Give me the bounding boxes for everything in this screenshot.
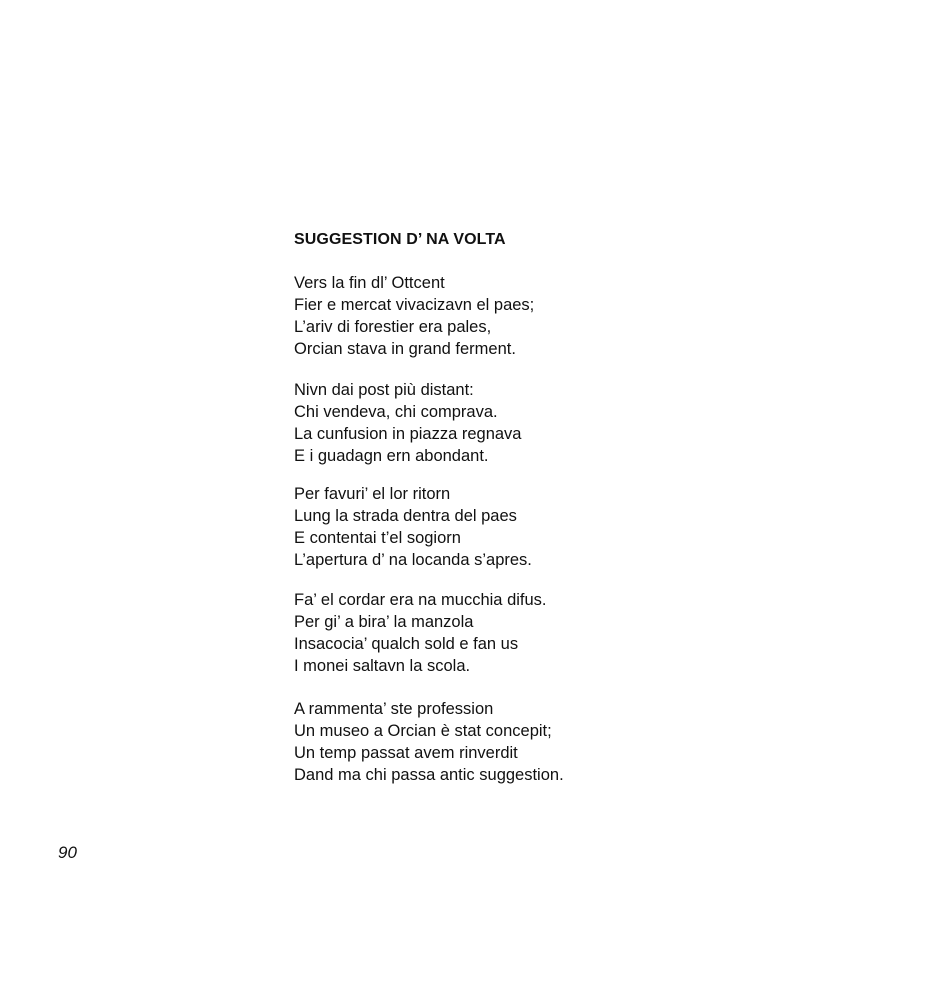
verse-line: E i guadagn ern abondant. — [294, 447, 489, 465]
verse-line: Un temp passat avem rinverdit — [294, 744, 518, 762]
stanza-3 — [294, 483, 532, 571]
stanza-4 — [294, 589, 547, 677]
page-number: 90 — [58, 843, 77, 862]
verse-line: Fier e mercat vivacizavn el paes; — [294, 296, 535, 314]
verse-line: I monei saltavn la scola. — [294, 657, 471, 675]
verse-line: A rammenta’ ste profession — [294, 700, 494, 718]
verse-line: La cunfusion in piazza regnava — [294, 425, 522, 443]
poem-title: SUGGESTION D’ NA VOLTA — [294, 231, 506, 248]
verse-line: E contentai t’el sogiorn — [294, 529, 461, 547]
verse-line: Lung la strada dentra del paes — [294, 507, 517, 525]
verse-line: Dand ma chi passa antic suggestion. — [294, 766, 564, 784]
verse-line: Per gi’ a bira’ la manzola — [294, 613, 474, 631]
verse-line: Un museo a Orcian è stat concepit; — [294, 722, 552, 740]
stanza-1 — [294, 272, 534, 360]
verse-line: Insacocia’ qualch sold e fan us — [294, 635, 519, 653]
verse-line: Fa’ el cordar era na mucchia difus. — [294, 591, 547, 609]
verse-line: L’apertura d’ na locanda s’apres. — [294, 551, 532, 569]
verse-line: Nivn dai post più distant: — [294, 381, 474, 399]
stanza-5 — [294, 698, 564, 786]
verse-line: L’ariv di forestier era pales, — [294, 318, 492, 336]
verse-line: Orcian stava in grand ferment. — [294, 340, 516, 358]
verse-line: Per favuri’ el lor ritorn — [294, 485, 451, 503]
stanza-2 — [294, 379, 522, 467]
verse-line: Vers la fin dl’ Ottcent — [294, 274, 445, 292]
verse-line: Chi vendeva, chi comprava. — [294, 403, 498, 421]
